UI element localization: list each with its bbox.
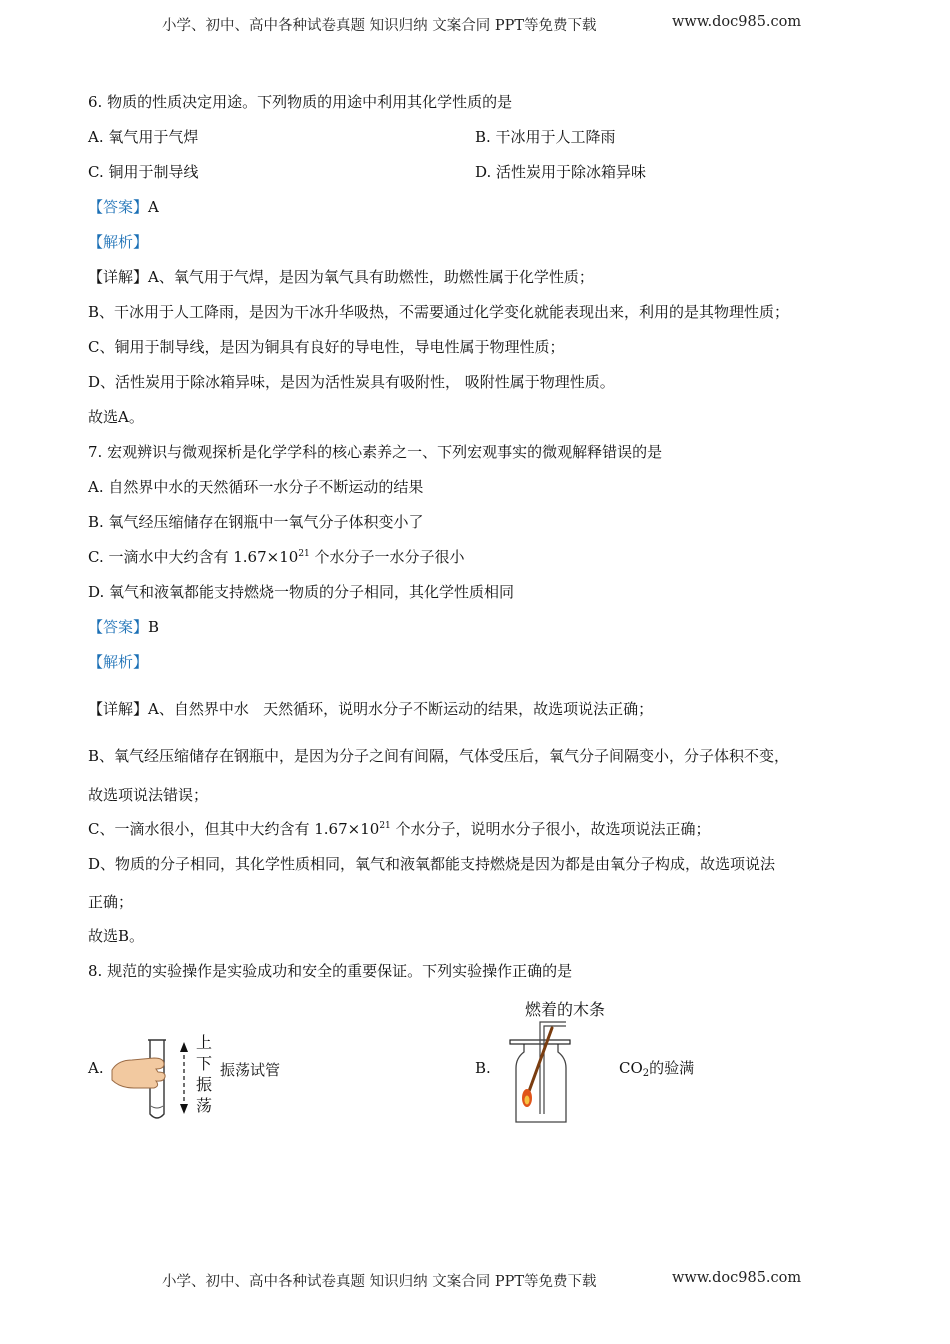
arrow-up-icon [180, 1042, 188, 1052]
arrow-text-3: 振 [196, 1075, 213, 1094]
detail-text: A、氧气用于气焊，是因为氧气具有助燃性，助燃性属于化学性质； [148, 268, 594, 286]
q6-option-c: C. 铜用于制导线 [88, 163, 199, 181]
q8-stem: 8. 规范的实验操作是实验成功和安全的重要保证。下列实验操作正确的是 [88, 962, 573, 980]
q8-option-a-letter: A. [88, 1059, 104, 1077]
q6-option-b: B. 干冰用于人工降雨 [475, 128, 616, 146]
co2-full-check-illustration [500, 1018, 580, 1128]
q7-detail-4b: 正确； [88, 893, 134, 911]
q8-option-b-caption [619, 1057, 694, 1078]
q6-analysis-tag: 【解析】 [88, 233, 149, 251]
detail-tag: 【详解】 [88, 268, 149, 286]
answer-value: B [148, 618, 160, 636]
burning-stick-label: 燃着的木条 [525, 1000, 606, 1019]
arrow-down-icon [180, 1104, 188, 1114]
caption-subscript: 2 [642, 1068, 650, 1079]
q6-detail-2: B、干冰用于人工降雨，是因为干冰升华吸热，不需要通过化学变化就能表现出来，利用的是其物理性质； [88, 303, 790, 321]
detail-3-post: 个水分子，说明水分子很小，故选项说法正确； [390, 820, 711, 838]
option-c-pre: C. 一滴水中大约含有 1.67×10 [88, 548, 299, 566]
q7-analysis-tag: 【解析】 [88, 653, 149, 671]
answer-value: A [148, 198, 159, 216]
caption-rest: 的验满 [649, 1059, 695, 1077]
q7-detail-2b: 故选项说法错误； [88, 786, 209, 804]
q7-option-c [88, 546, 465, 567]
q7-conclusion: 故选B。 [88, 927, 145, 945]
q6-stem: 6. 物质的性质决定用途。下列物质的用途中利用其化学性质的是 [88, 93, 513, 111]
arrow-text-4: 荡 [196, 1096, 213, 1115]
q7-option-d: D. 氧气和液氧都能支持燃烧一物质的分子相同，其化学性质相同 [88, 583, 515, 601]
q6-detail-1 [88, 266, 594, 287]
q7-option-b: B. 氧气经压缩储存在钢瓶中一氧气分子体积变小了 [88, 513, 424, 531]
q6-detail-3: C、铜用于制导线，是因为铜具有良好的导电性，导电性属于物理性质； [88, 338, 565, 356]
q7-detail-2a: B、氧气经压缩储存在钢瓶中，是因为分子之间有间隔，气体受压后，氧气分子间隔变小，分子体积不变， [88, 747, 790, 765]
arrow-text-1: 上 [196, 1033, 213, 1052]
shake-direction-text [196, 1032, 216, 1116]
arrow-text-2: 下 [196, 1054, 213, 1073]
flame-core-icon [525, 1096, 530, 1105]
option-c-post: 个水分子一水分子很小 [309, 548, 465, 566]
q8-option-b-letter: B. [475, 1059, 491, 1077]
q6-option-d: D. 活性炭用于除冰箱异味 [475, 163, 647, 181]
answer-tag: 【答案】 [88, 618, 149, 636]
q8-option-a-caption: 振荡试管 [220, 1061, 281, 1079]
q6-conclusion: 故选A。 [88, 408, 144, 426]
q7-answer [88, 616, 159, 637]
q7-detail-4a: D、物质的分子相同，其化学性质相同，氧气和液氧都能支持燃烧是因为都是由氧分子构成，故选项说法 [88, 855, 776, 873]
footer-text: 小学、初中、高中各种试卷真题 知识归纳 文案合同 PPT等免费下载 [162, 1274, 597, 1290]
q6-detail-4: D、活性炭用于除冰箱异味，是因为活性炭具有吸附性， 吸附性属于物理性质。 [88, 373, 615, 391]
q6-answer [88, 196, 159, 217]
detail-3-exponent: 21 [379, 821, 391, 831]
detail-tag: 【详解】 [88, 700, 149, 718]
q7-stem: 7. 宏观辨识与微观探析是化学学科的核心素养之一、下列宏观事实的微观解释错误的是 [88, 443, 663, 461]
q7-detail-1 [88, 698, 653, 719]
caption-co: CO [619, 1059, 643, 1077]
hand-icon [112, 1058, 165, 1088]
header-text: 小学、初中、高中各种试卷真题 知识归纳 文案合同 PPT等免费下载 [162, 18, 597, 34]
q7-detail-3 [88, 818, 711, 839]
q7-option-a: A. 自然界中水的天然循环一水分子不断运动的结果 [88, 478, 424, 496]
header-url[interactable]: www.doc985.com [672, 14, 802, 30]
answer-tag: 【答案】 [88, 198, 149, 216]
liquid-surface [151, 1106, 163, 1108]
detail-text: A、自然界中水 天然循环，说明水分子不断运动的结果，故选项说法正确； [148, 700, 654, 718]
detail-3-pre: C、一滴水很小，但其中大约含有 1.67×10 [88, 820, 380, 838]
footer-url[interactable]: www.doc985.com [672, 1270, 802, 1286]
q6-option-a: A. 氧气用于气焊 [88, 128, 199, 146]
option-c-exponent: 21 [298, 549, 310, 559]
